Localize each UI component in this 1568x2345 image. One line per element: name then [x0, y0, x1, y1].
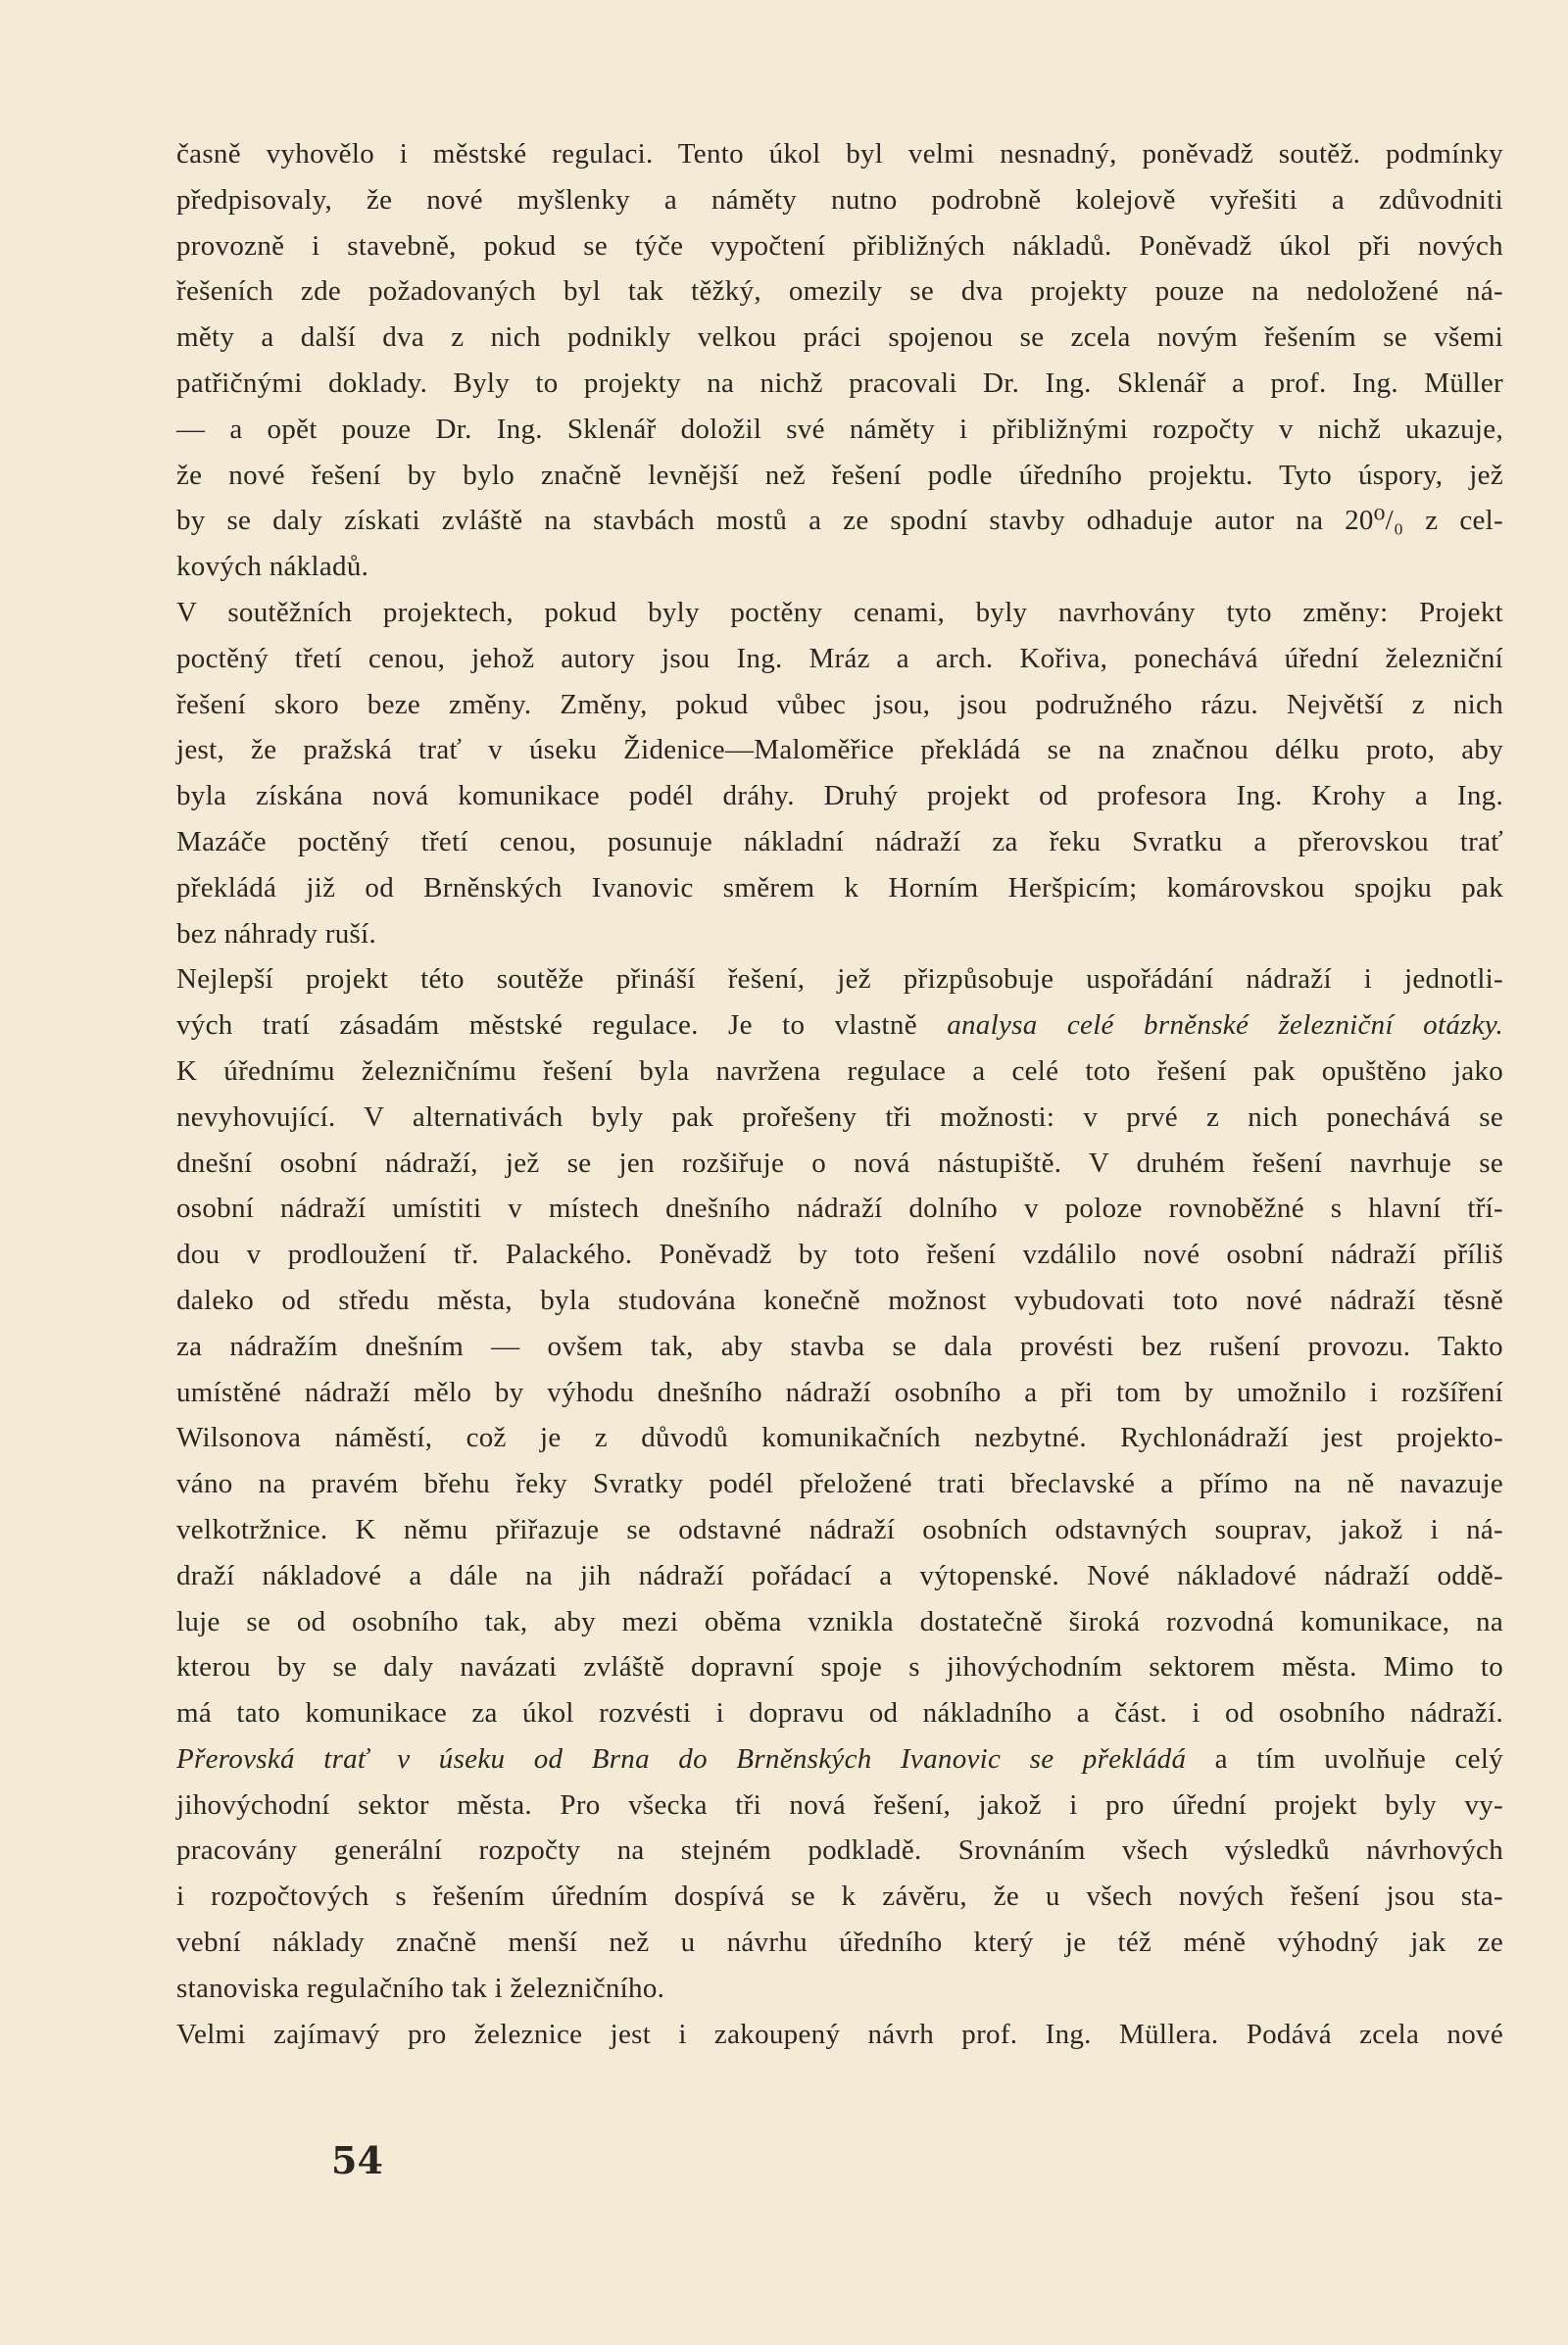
italic-text: Přerovská trať v úseku od Brna do Brněnských Ivanovic se překládá: [176, 1742, 1187, 1775]
text-line: [176, 590, 1503, 636]
text-segment: jihovýchodní sektor města. Pro všecka tři nová řešení, jakož i pro úřední projekt byly vy-: [176, 1788, 1503, 1821]
paragraph: [176, 956, 1503, 2011]
text-line: [176, 1644, 1503, 1690]
text-line: [176, 177, 1503, 223]
text-line: [176, 911, 1503, 957]
paragraph: [176, 131, 1503, 590]
text-line: [176, 315, 1503, 361]
text-line: [176, 773, 1503, 819]
page-number: 54: [331, 2138, 383, 2182]
italic-text: analysa celé brněnské železniční otázky.: [947, 1009, 1503, 1042]
text-segment: kterou by se daly navázati zvláště dopravní spoje s jihovýchodním sektorem města. Mimo to: [176, 1651, 1503, 1684]
text-line: [176, 1415, 1503, 1461]
text-segment: by se daly získati zvláště na stavbách mostů a ze spodní stavby odhaduje autor na 20⁰/₀ z cel-: [176, 505, 1503, 537]
text-line: [176, 1095, 1503, 1141]
text-segment: kových nákladů.: [176, 551, 369, 583]
text-line: [176, 956, 1503, 1002]
text-segment: bez náhrady ruší.: [176, 917, 376, 950]
text-line: [176, 682, 1503, 728]
text-segment: řešení skoro beze změny. Změny, pokud vůbec jsou, jsou podružného rázu. Největší z nich: [176, 688, 1503, 720]
text-line: [176, 1232, 1503, 1278]
text-line: [176, 407, 1503, 453]
text-segment: Wilsonova náměstí, což je z důvodů komunikačních nezbytné. Rychlonádraží jest projekto-: [176, 1422, 1503, 1454]
paragraph: [176, 590, 1503, 956]
text-line: [176, 1324, 1503, 1370]
text-segment: i rozpočtových s řešením úředním dospívá se k závěru, že u všech nových řešení jsou sta-: [176, 1881, 1503, 1913]
text-line: [176, 819, 1503, 865]
text-line: [176, 1278, 1503, 1324]
text-segment: Nejlepší projekt této soutěže přináší řešení, jež přizpůsobuje uspořádání nádraží i jednotli-: [176, 963, 1503, 996]
text-line: [176, 1049, 1503, 1095]
text-segment: provozně i stavebně, pokud se týče vypočtení přibližných nákladů. Poněvadž úkol při nových: [176, 229, 1503, 262]
text-line: [176, 1461, 1503, 1507]
text-line: [176, 1736, 1503, 1783]
text-segment: řešeních zde požadovaných byl tak těžký, omezily se dva projekty pouze na nedoložené ná-: [176, 275, 1503, 308]
text-line: [176, 498, 1503, 544]
text-line: [176, 361, 1503, 407]
text-segment: jest, že pražská trať v úseku Židenice—Maloměřice překládá se na značnou délku proto, aby: [176, 734, 1503, 766]
text-segment: časně vyhovělo i městské regulaci. Tento úkol byl velmi nesnadný, poněvadž soutěž. podmínky: [176, 138, 1503, 170]
text-segment: daleko od středu města, byla studována konečně možnost vybudovati toto nové nádraží těsně: [176, 1284, 1503, 1316]
text-segment: luje se od osobního tak, aby mezi oběma vznikla dostatečně široká rozvodná komunikace, na: [176, 1605, 1503, 1637]
text-segment: za nádražím dnešním — ovšem tak, aby stavba se dala provésti bez rušení provozu. Takto: [176, 1330, 1503, 1362]
text-line: [176, 1599, 1503, 1645]
text-line: [176, 1002, 1503, 1049]
text-segment: velkotržnice. K němu přiřazuje se odstavné nádraží osobních odstavných souprav, jakož i ná-: [176, 1513, 1503, 1545]
text-segment: osobní nádraží umístiti v místech dnešního nádraží dolního v poloze rovnoběžné s hlavní tří-: [176, 1193, 1503, 1225]
text-segment: pracovány generální rozpočty na stejném podkladě. Srovnáním všech výsledků návrhových: [176, 1834, 1503, 1867]
text-segment: překládá již od Brněnských Ivanovic směrem k Horním Heršpicím; komárovskou spojku pak: [176, 871, 1503, 904]
text-segment: patřičnými doklady. Byly to projekty na nichž pracovali Dr. Ing. Sklenář a prof. Ing. Müller: [176, 366, 1503, 399]
text-line: [176, 727, 1503, 773]
text-line: [176, 131, 1503, 177]
text-line: [176, 544, 1503, 590]
text-line: [176, 1507, 1503, 1553]
text-segment: vých tratí zásadám městské regulace. Je to vlastně: [176, 1009, 948, 1042]
text-segment: — a opět pouze Dr. Ing. Sklenář doložil své náměty i přibližnými rozpočty v nichž ukazuje,: [176, 413, 1503, 445]
text-line: [176, 269, 1503, 315]
text-line: [176, 1874, 1503, 1920]
paragraph: [176, 2012, 1503, 2058]
text-line: [176, 2012, 1503, 2058]
text-segment: Velmi zajímavý pro železnice jest i zakoupený návrh prof. Ing. Müllera. Podává zcela nové: [176, 2018, 1503, 2050]
text-line: [176, 1370, 1503, 1416]
text-line: [176, 1690, 1503, 1736]
text-segment: byla získána nová komunikace podél dráhy. Druhý projekt od profesora Ing. Krohy a Ing.: [176, 780, 1503, 812]
text-segment: dnešní osobní nádraží, jež se jen rozšiřuje o nová nástupiště. V druhém řešení navrhuje se: [176, 1147, 1503, 1179]
text-segment: umístěné nádraží mělo by výhodu dnešního nádraží osobního a při tom by umožnilo i rozšíření: [176, 1376, 1503, 1408]
text-segment: měty a další dva z nich podnikly velkou práci spojenou se zcela novým řešením se všemi: [176, 321, 1503, 354]
text-line: [176, 453, 1503, 499]
text-segment: že nové řešení by bylo značně levnější než řešení podle úředního projektu. Tyto úspory, jež: [176, 459, 1503, 491]
text-line: [176, 1783, 1503, 1829]
text-line: [176, 636, 1503, 682]
text-segment: stanoviska regulačního tak i železničního.: [176, 1972, 665, 2004]
text-segment: váno na pravém břehu řeky Svratky podél přeložené trati břeclavské a přímo na ně navazuje: [176, 1468, 1503, 1500]
text-line: [176, 1828, 1503, 1874]
text-segment: draží nákladové a dále na jih nádraží pořádací a výtopenské. Nové nákladové nádraží oddě-: [176, 1559, 1503, 1591]
text-segment: a tím uvolňuje celý: [1186, 1742, 1503, 1775]
text-segment: Mazáče poctěný třetí cenou, posunuje nákladní nádraží za řeku Svratku a přerovskou trať: [176, 825, 1503, 857]
text-line: [176, 223, 1503, 269]
text-line: [176, 865, 1503, 911]
text-line: [176, 1920, 1503, 1966]
text-segment: poctěný třetí cenou, jehož autory jsou Ing. Mráz a arch. Kořiva, ponechává úřední železniční: [176, 642, 1503, 674]
text-segment: V soutěžních projektech, pokud byly poctěny cenami, byly navrhovány tyto změny: Projekt: [176, 596, 1503, 628]
text-line: [176, 1553, 1503, 1599]
text-segment: dou v prodloužení tř. Palackého. Poněvadž by toto řešení vzdálilo nové osobní nádraží příliš: [176, 1239, 1503, 1271]
text-segment: má tato komunikace za úkol rozvésti i dopravu od nákladního a část. i od osobního nádraží.: [176, 1697, 1503, 1730]
text-segment: K úřednímu železničnímu řešení byla navržena regulace a celé toto řešení pak opuštěno jako: [176, 1054, 1503, 1087]
text-line: [176, 1186, 1503, 1232]
body-text: [176, 131, 1503, 2057]
text-line: [176, 1141, 1503, 1187]
text-segment: předpisovaly, že nové myšlenky a náměty nutno podrobně kolejově vyřešiti a zdůvodniti: [176, 183, 1503, 216]
text-segment: nevyhovující. V alternativách byly pak prořešeny tři možnosti: v prvé z nich ponechává se: [176, 1100, 1503, 1133]
text-segment: vební náklady značně menší než u návrhu úředního který je též méně výhodný jak ze: [176, 1927, 1503, 1959]
text-line: [176, 1966, 1503, 2012]
